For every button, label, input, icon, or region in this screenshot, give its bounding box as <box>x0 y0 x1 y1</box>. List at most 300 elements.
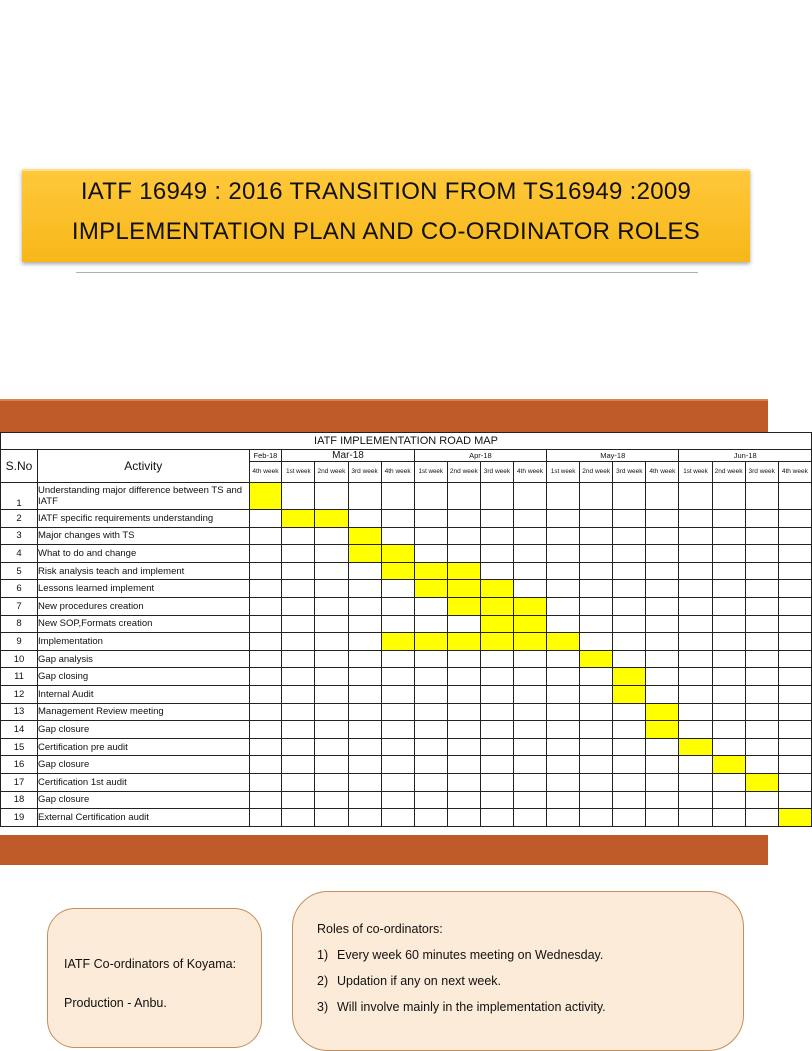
schedule-cell <box>679 703 712 721</box>
schedule-cell <box>712 483 745 510</box>
schedule-cell <box>778 615 811 633</box>
schedule-cell <box>381 809 414 827</box>
schedule-cell <box>646 738 679 756</box>
week-header: 1st week <box>679 462 712 483</box>
schedule-cell <box>613 615 646 633</box>
row-number: 18 <box>1 791 38 809</box>
schedule-cell <box>348 685 381 703</box>
schedule-cell <box>778 633 811 651</box>
role-text: Updation if any on next week. <box>337 974 501 988</box>
month-header: Mar-18 <box>282 450 414 462</box>
schedule-cell <box>414 650 447 668</box>
schedule-cell <box>646 791 679 809</box>
schedule-cell <box>447 650 480 668</box>
week-header: 2nd week <box>580 462 613 483</box>
schedule-cell <box>745 580 778 598</box>
schedule-cell <box>315 791 348 809</box>
schedule-cell <box>679 650 712 668</box>
schedule-cell <box>547 615 580 633</box>
row-number: 2 <box>1 510 38 528</box>
schedule-cell <box>547 562 580 580</box>
schedule-cell <box>679 685 712 703</box>
schedule-cell <box>348 756 381 774</box>
schedule-cell <box>480 738 513 756</box>
schedule-cell <box>547 510 580 528</box>
schedule-cell <box>547 597 580 615</box>
schedule-cell-active <box>315 510 348 528</box>
schedule-cell <box>712 791 745 809</box>
schedule-cell <box>480 791 513 809</box>
schedule-cell-active <box>414 580 447 598</box>
schedule-cell <box>447 738 480 756</box>
schedule-cell <box>745 650 778 668</box>
schedule-cell <box>447 615 480 633</box>
schedule-cell <box>745 668 778 686</box>
activity-cell: Lessons learned implement <box>38 580 250 598</box>
schedule-cell <box>282 685 315 703</box>
schedule-cell <box>712 615 745 633</box>
schedule-cell <box>315 615 348 633</box>
week-header: 4th week <box>381 462 414 483</box>
table-row <box>1 721 812 739</box>
row-number: 11 <box>1 668 38 686</box>
table-row <box>1 773 812 791</box>
schedule-cell <box>679 483 712 510</box>
schedule-cell <box>745 510 778 528</box>
table-row <box>1 703 812 721</box>
schedule-cell <box>315 597 348 615</box>
schedule-cell <box>778 791 811 809</box>
schedule-cell-active <box>480 615 513 633</box>
schedule-cell <box>613 597 646 615</box>
schedule-cell <box>580 809 613 827</box>
row-number: 1 <box>1 483 38 510</box>
schedule-cell-active <box>282 510 315 528</box>
schedule-cell <box>679 791 712 809</box>
schedule-cell <box>381 721 414 739</box>
schedule-cell <box>315 738 348 756</box>
schedule-cell <box>613 562 646 580</box>
schedule-cell <box>315 685 348 703</box>
table-row <box>1 756 812 774</box>
schedule-cell <box>712 633 745 651</box>
week-header: 3rd week <box>745 462 778 483</box>
schedule-cell <box>282 773 315 791</box>
schedule-cell <box>547 527 580 545</box>
schedule-cell <box>580 527 613 545</box>
schedule-cell <box>348 809 381 827</box>
row-number: 15 <box>1 738 38 756</box>
schedule-cell <box>381 738 414 756</box>
schedule-cell <box>613 703 646 721</box>
schedule-cell <box>348 791 381 809</box>
schedule-cell <box>778 483 811 510</box>
schedule-cell <box>580 791 613 809</box>
schedule-cell <box>778 738 811 756</box>
coordinator-entry: Production - Anbu. <box>64 996 167 1010</box>
schedule-cell <box>679 580 712 598</box>
schedule-cell <box>646 615 679 633</box>
schedule-cell <box>282 527 315 545</box>
activity-cell: Gap closure <box>38 791 250 809</box>
schedule-cell-active <box>778 809 811 827</box>
schedule-cell <box>745 562 778 580</box>
week-header: 1st week <box>414 462 447 483</box>
row-number: 3 <box>1 527 38 545</box>
title-line-1: IATF 16949 : 2016 TRANSITION FROM TS16949 :2009 <box>80 178 692 205</box>
schedule-cell <box>381 685 414 703</box>
schedule-cell <box>249 510 282 528</box>
schedule-cell <box>348 703 381 721</box>
schedule-cell <box>712 721 745 739</box>
schedule-cell-active <box>447 562 480 580</box>
schedule-cell <box>381 510 414 528</box>
schedule-cell <box>613 650 646 668</box>
schedule-cell <box>348 510 381 528</box>
schedule-cell <box>249 791 282 809</box>
role-number: 2) <box>317 974 329 988</box>
schedule-cell <box>282 562 315 580</box>
month-header: Apr-18 <box>414 450 546 462</box>
schedule-cell <box>249 650 282 668</box>
schedule-cell <box>778 721 811 739</box>
schedule-cell <box>745 703 778 721</box>
schedule-cell <box>547 809 580 827</box>
schedule-cell <box>712 650 745 668</box>
schedule-cell <box>480 545 513 563</box>
schedule-cell <box>447 527 480 545</box>
schedule-cell <box>547 668 580 686</box>
schedule-cell <box>646 527 679 545</box>
schedule-cell <box>580 580 613 598</box>
schedule-cell <box>613 791 646 809</box>
schedule-cell <box>282 650 315 668</box>
schedule-cell <box>679 527 712 545</box>
schedule-cell-active <box>381 545 414 563</box>
schedule-cell-active <box>513 633 546 651</box>
schedule-cell <box>315 580 348 598</box>
schedule-cell <box>513 650 546 668</box>
schedule-cell <box>480 510 513 528</box>
role-item <box>317 974 501 988</box>
schedule-cell <box>315 809 348 827</box>
schedule-cell <box>249 597 282 615</box>
schedule-cell <box>745 527 778 545</box>
schedule-cell <box>315 483 348 510</box>
schedule-cell-active <box>712 756 745 774</box>
schedule-cell <box>480 483 513 510</box>
week-header: 3rd week <box>480 462 513 483</box>
week-header: 4th week <box>646 462 679 483</box>
schedule-cell <box>282 483 315 510</box>
schedule-cell <box>778 650 811 668</box>
schedule-cell <box>480 721 513 739</box>
schedule-cell <box>348 483 381 510</box>
schedule-cell-active <box>381 562 414 580</box>
schedule-cell <box>613 580 646 598</box>
schedule-cell <box>712 703 745 721</box>
schedule-cell <box>282 703 315 721</box>
schedule-cell <box>513 668 546 686</box>
title-banner <box>22 169 750 262</box>
schedule-cell <box>778 703 811 721</box>
schedule-cell <box>414 791 447 809</box>
schedule-cell <box>249 580 282 598</box>
schedule-cell <box>745 756 778 774</box>
row-number: 4 <box>1 545 38 563</box>
schedule-cell <box>414 510 447 528</box>
schedule-cell <box>745 615 778 633</box>
table-row <box>1 545 812 563</box>
schedule-cell-active <box>447 597 480 615</box>
schedule-cell <box>778 597 811 615</box>
schedule-cell-active <box>513 597 546 615</box>
schedule-cell <box>613 809 646 827</box>
schedule-cell-active <box>679 738 712 756</box>
schedule-cell <box>414 615 447 633</box>
schedule-cell <box>447 510 480 528</box>
schedule-cell <box>580 633 613 651</box>
schedule-cell <box>513 527 546 545</box>
schedule-cell <box>249 738 282 756</box>
schedule-cell-active <box>480 633 513 651</box>
schedule-cell <box>249 668 282 686</box>
schedule-cell <box>447 685 480 703</box>
schedule-cell <box>778 545 811 563</box>
schedule-cell <box>679 510 712 528</box>
schedule-cell <box>679 756 712 774</box>
schedule-cell <box>646 650 679 668</box>
schedule-cell <box>580 703 613 721</box>
schedule-cell-active <box>646 703 679 721</box>
schedule-cell <box>414 756 447 774</box>
schedule-cell-active <box>745 773 778 791</box>
schedule-cell <box>414 809 447 827</box>
schedule-cell <box>646 580 679 598</box>
row-number: 6 <box>1 580 38 598</box>
schedule-cell <box>547 483 580 510</box>
schedule-cell <box>282 809 315 827</box>
sno-header: S.No <box>1 450 38 483</box>
schedule-cell <box>580 668 613 686</box>
table-row <box>1 510 812 528</box>
row-number: 13 <box>1 703 38 721</box>
roles-heading: Roles of co-ordinators: <box>317 922 443 936</box>
schedule-cell <box>679 615 712 633</box>
schedule-cell <box>315 668 348 686</box>
coordinators-heading: IATF Co-ordinators of Koyama: <box>64 957 237 971</box>
month-header: Feb-18 <box>249 450 282 462</box>
schedule-cell <box>679 773 712 791</box>
month-header: May-18 <box>547 450 679 462</box>
schedule-cell <box>778 685 811 703</box>
schedule-cell <box>414 527 447 545</box>
schedule-cell <box>513 773 546 791</box>
schedule-cell <box>315 650 348 668</box>
schedule-cell <box>778 562 811 580</box>
schedule-cell <box>447 756 480 774</box>
schedule-cell <box>712 545 745 563</box>
schedule-cell <box>249 773 282 791</box>
schedule-cell <box>513 545 546 563</box>
schedule-cell <box>414 545 447 563</box>
schedule-cell-active <box>447 580 480 598</box>
schedule-cell <box>414 668 447 686</box>
schedule-cell <box>679 562 712 580</box>
schedule-cell <box>381 668 414 686</box>
schedule-cell <box>580 483 613 510</box>
schedule-cell <box>414 703 447 721</box>
roles-card <box>292 891 744 1051</box>
schedule-cell <box>480 650 513 668</box>
table-row <box>1 791 812 809</box>
week-header: 1st week <box>282 462 315 483</box>
schedule-cell <box>547 773 580 791</box>
schedule-cell <box>381 597 414 615</box>
schedule-cell <box>547 756 580 774</box>
schedule-cell <box>513 510 546 528</box>
schedule-cell <box>513 738 546 756</box>
schedule-cell <box>646 562 679 580</box>
schedule-cell <box>249 615 282 633</box>
schedule-cell <box>547 738 580 756</box>
schedule-cell <box>513 721 546 739</box>
schedule-cell <box>712 809 745 827</box>
activity-cell: Risk analysis teach and implement <box>38 562 250 580</box>
schedule-cell <box>745 633 778 651</box>
schedule-cell-active <box>613 685 646 703</box>
schedule-cell <box>513 703 546 721</box>
row-number: 17 <box>1 773 38 791</box>
schedule-cell <box>745 738 778 756</box>
activity-cell: Gap closure <box>38 756 250 774</box>
activity-cell: What to do and change <box>38 545 250 563</box>
schedule-cell <box>447 703 480 721</box>
role-text: Will involve mainly in the implementation activity. <box>337 1000 606 1014</box>
schedule-cell <box>580 545 613 563</box>
schedule-cell <box>778 527 811 545</box>
schedule-cell <box>348 668 381 686</box>
schedule-cell <box>646 483 679 510</box>
week-header: 2nd week <box>315 462 348 483</box>
schedule-cell <box>613 545 646 563</box>
schedule-cell <box>381 580 414 598</box>
schedule-cell <box>580 615 613 633</box>
table-row <box>1 738 812 756</box>
row-number: 8 <box>1 615 38 633</box>
schedule-cell <box>348 738 381 756</box>
schedule-cell <box>613 721 646 739</box>
week-header: 3rd week <box>613 462 646 483</box>
title-divider <box>76 272 698 273</box>
schedule-cell <box>745 545 778 563</box>
schedule-cell <box>348 562 381 580</box>
activity-cell: Gap closure <box>38 721 250 739</box>
schedule-cell <box>646 510 679 528</box>
schedule-cell <box>745 721 778 739</box>
schedule-cell <box>712 668 745 686</box>
schedule-cell <box>480 756 513 774</box>
table-row <box>1 685 812 703</box>
schedule-cell <box>249 633 282 651</box>
schedule-cell <box>249 721 282 739</box>
schedule-cell <box>547 721 580 739</box>
activity-cell: Gap analysis <box>38 650 250 668</box>
activity-cell: IATF specific requirements understanding <box>38 510 250 528</box>
schedule-cell <box>249 545 282 563</box>
schedule-cell <box>249 809 282 827</box>
schedule-cell <box>315 721 348 739</box>
table-row <box>1 562 812 580</box>
schedule-cell <box>679 668 712 686</box>
schedule-cell <box>480 562 513 580</box>
schedule-cell-active <box>480 597 513 615</box>
schedule-cell <box>712 597 745 615</box>
schedule-cell-active <box>513 615 546 633</box>
schedule-cell-active <box>348 545 381 563</box>
schedule-cell <box>580 597 613 615</box>
schedule-cell <box>613 510 646 528</box>
schedule-cell <box>282 615 315 633</box>
schedule-cell <box>613 773 646 791</box>
schedule-cell <box>480 773 513 791</box>
title-line-2: IMPLEMENTATION PLAN AND CO-ORDINATOR ROLES <box>71 218 701 245</box>
row-number: 5 <box>1 562 38 580</box>
schedule-cell <box>447 773 480 791</box>
schedule-cell-active <box>480 580 513 598</box>
activity-cell: Management Review meeting <box>38 703 250 721</box>
schedule-cell <box>348 633 381 651</box>
activity-cell: Major changes with TS <box>38 527 250 545</box>
activity-cell: Certification 1st audit <box>38 773 250 791</box>
role-text: Every week 60 minutes meeting on Wednesday. <box>337 948 604 962</box>
schedule-cell <box>447 809 480 827</box>
schedule-cell <box>381 483 414 510</box>
schedule-cell <box>712 527 745 545</box>
schedule-cell <box>414 597 447 615</box>
schedule-cell <box>414 483 447 510</box>
schedule-cell <box>282 738 315 756</box>
schedule-cell <box>414 721 447 739</box>
role-item <box>317 948 603 962</box>
schedule-cell <box>348 721 381 739</box>
schedule-cell <box>315 527 348 545</box>
table-row <box>1 650 812 668</box>
schedule-cell <box>745 685 778 703</box>
schedule-cell <box>348 580 381 598</box>
schedule-cell <box>414 773 447 791</box>
row-number: 12 <box>1 685 38 703</box>
schedule-cell <box>348 650 381 668</box>
schedule-cell <box>480 809 513 827</box>
table-row <box>1 633 812 651</box>
schedule-cell <box>348 773 381 791</box>
week-header: 4th week <box>778 462 811 483</box>
schedule-cell-active <box>447 633 480 651</box>
week-header: 2nd week <box>447 462 480 483</box>
activity-cell: Gap closing <box>38 668 250 686</box>
week-header: 2nd week <box>712 462 745 483</box>
schedule-cell <box>447 721 480 739</box>
schedule-cell-active <box>414 562 447 580</box>
schedule-cell <box>381 791 414 809</box>
schedule-cell <box>778 510 811 528</box>
activity-cell: Internal Audit <box>38 685 250 703</box>
schedule-cell <box>646 633 679 651</box>
schedule-cell <box>513 791 546 809</box>
schedule-cell <box>613 527 646 545</box>
schedule-cell <box>580 756 613 774</box>
